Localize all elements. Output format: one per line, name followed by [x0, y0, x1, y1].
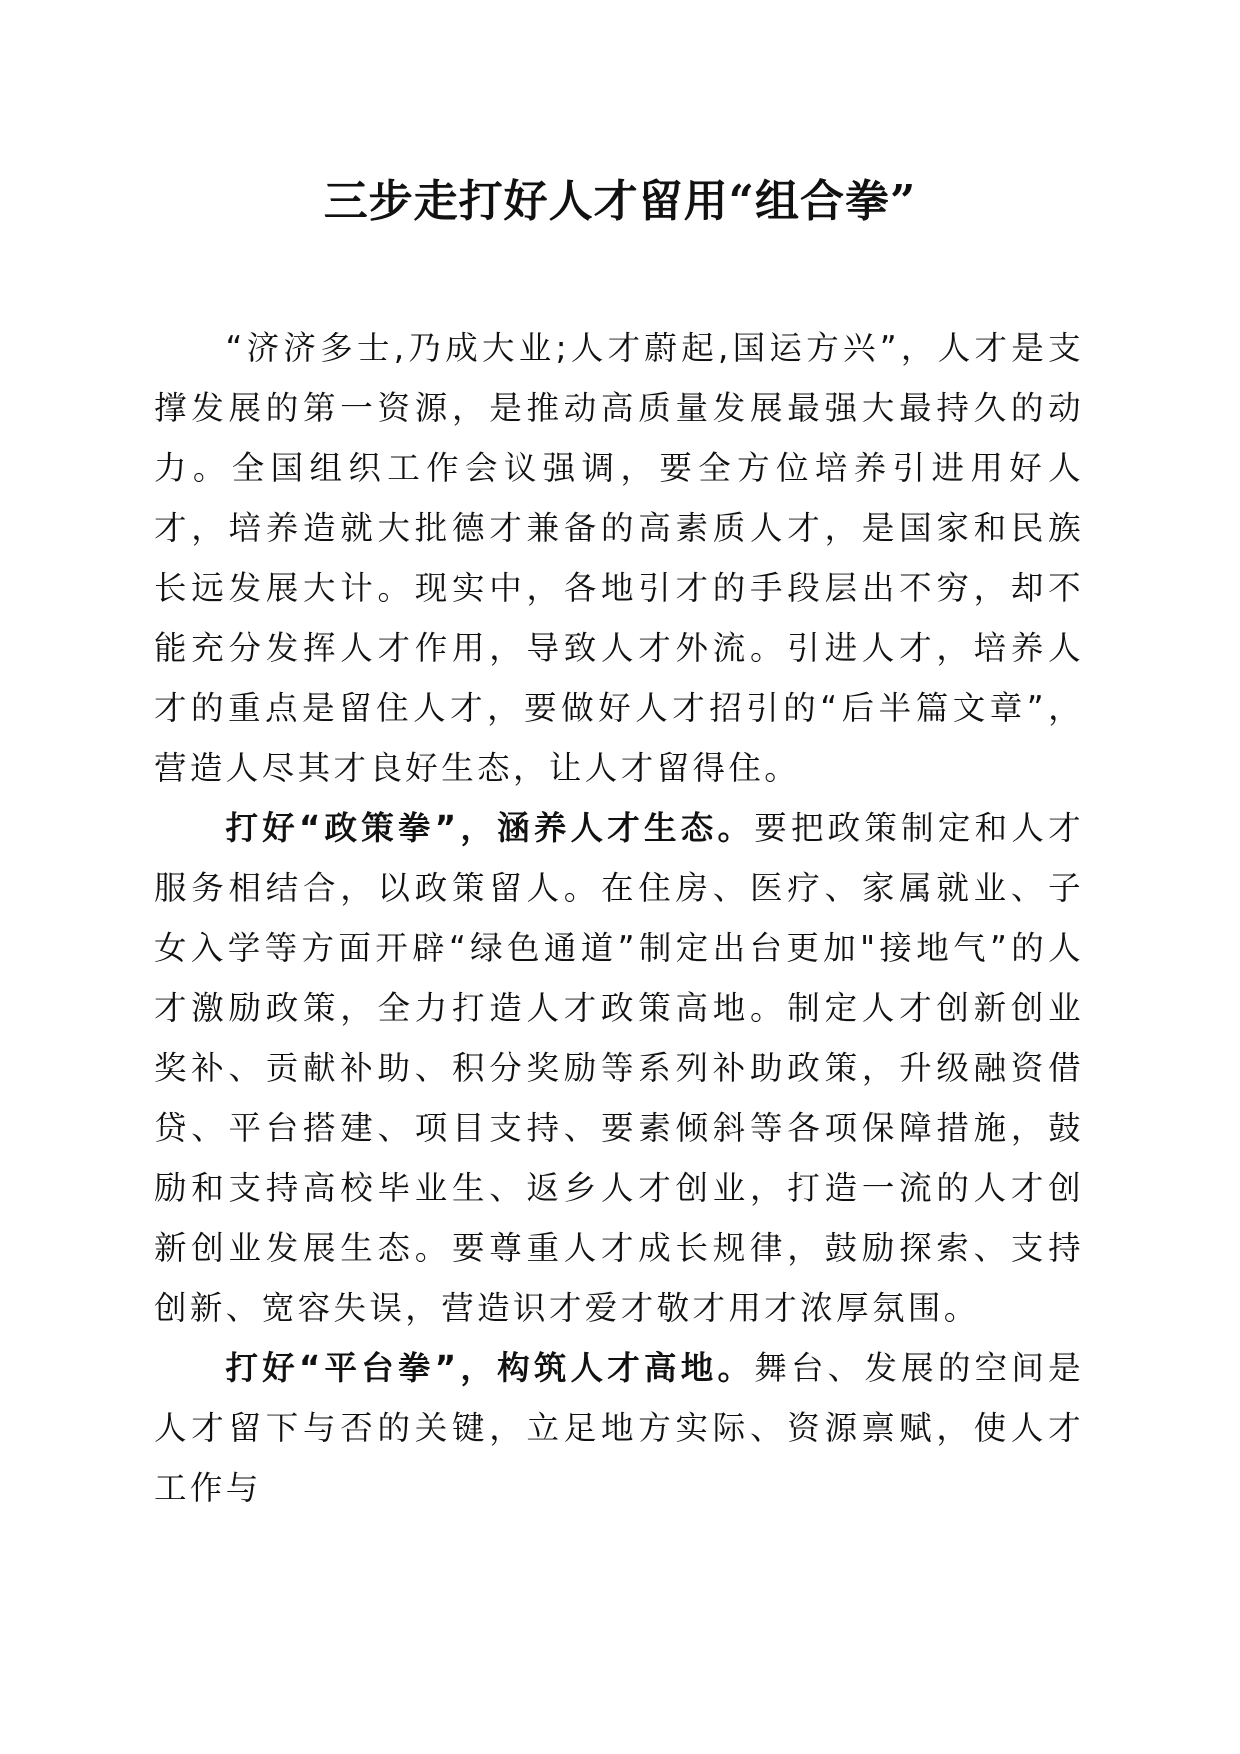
paragraph-lead-heading: 打好“政策拳”，涵养人才生态。	[225, 809, 755, 847]
paragraph-policy	[154, 798, 1084, 1338]
paragraph-text: “济济多士,乃成大业;人才蔚起,国运方兴”，人才是支撑发展的第一资源，是推动高质量发展最强大最持久的动力。全国组织工作会议强调，要全方位培养引进用好人才，培养造就大批德才兼备的高素质人才，是国家和民族长远发展大计。现实中，各地引才的手段层出不穷，却不能充分发挥人才作用，导致人才外流。引进人才，培养人才的重点是留住人才，要做好人才招引的“后半篇文章”，营造人尽其才良好生态，让人才留得住。	[154, 329, 1084, 787]
paragraph-platform	[154, 1338, 1084, 1518]
document-body	[154, 318, 1084, 1518]
document-title: 三步走打好人才留用“组合拳”	[323, 176, 917, 227]
paragraph-text: 要把政策制定和人才服务相结合，以政策留人。在住房、医疗、家属就业、子女入学等方面开辟“绿色通道”制定出台更加"接地气”的人才激励政策，全力打造人才政策高地。制定人才创新创业奖补、贡献补助、积分奖励等系列补助政策，升级融资借贷、平台搭建、项目支持、要素倾斜等各项保障措施，鼓励和支持高校毕业生、返乡人才创业，打造一流的人才创新创业发展生态。要尊重人才成长规律，鼓励探索、支持创新、宽容失误，营造识才爱才敬才用才浓厚氛围。	[154, 809, 1084, 1327]
paragraph-lead-heading: 打好“平台拳”，构筑人才高地。	[225, 1349, 755, 1387]
paragraph-text: 舞台、发展的空间是人才留下与否的关键，立足地方实际、资源禀赋，使人才工作与	[154, 1349, 1084, 1507]
paragraph-intro	[154, 318, 1084, 798]
